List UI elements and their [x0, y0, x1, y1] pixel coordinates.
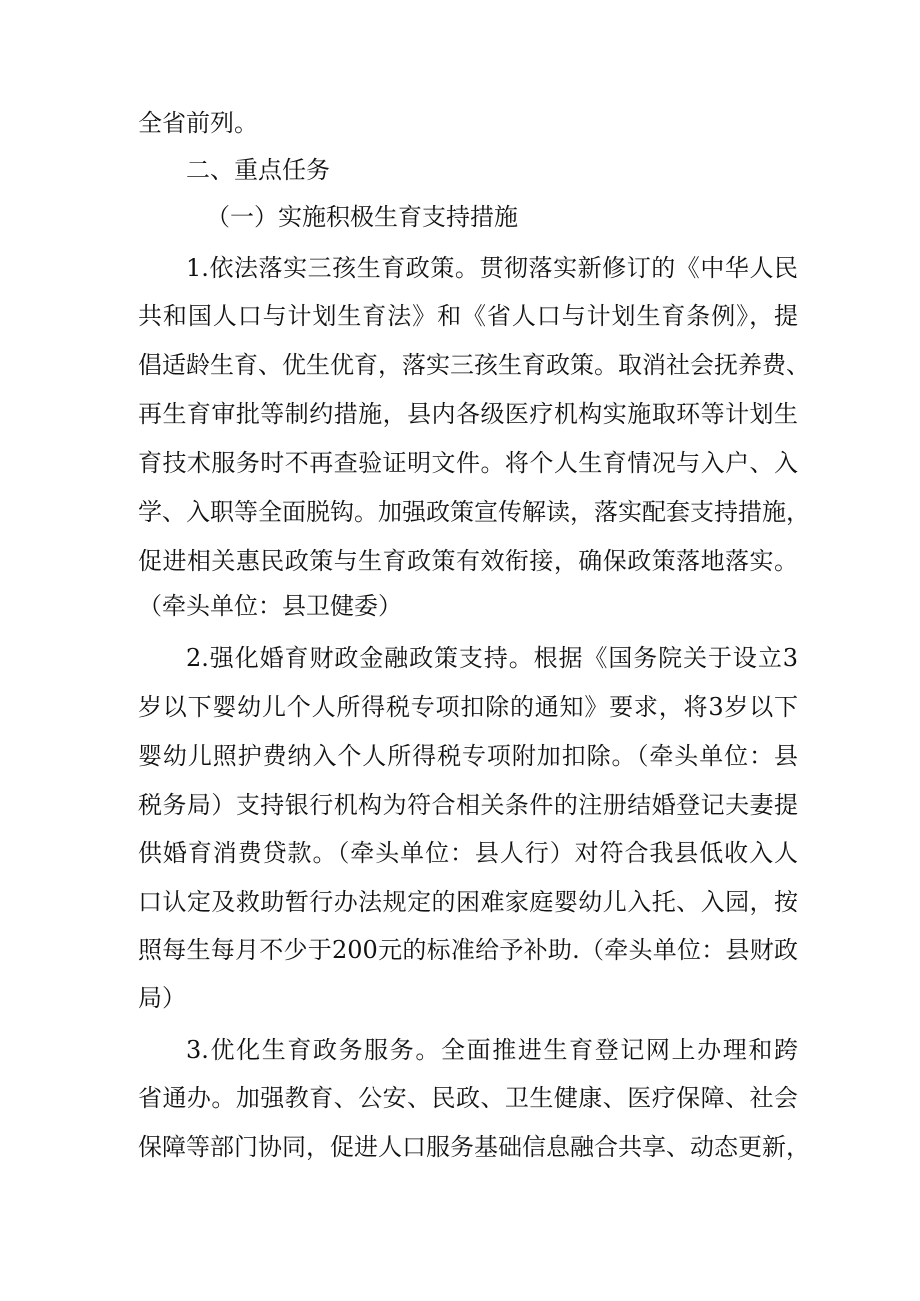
- text-line: 3.优化生育政务服务。全面推进生育登记网上办理和跨: [186, 1036, 798, 1064]
- text-line: 再生育审批等制约措施，县内各级医疗机构实施取环等计划生: [138, 400, 798, 428]
- text-line: 岁以下婴幼儿个人所得税专项扣除的通知》要求，将3岁以下: [138, 693, 798, 721]
- text-line: 育技术服务时不再查验证明文件。将个人生育情况与入户、入: [138, 449, 798, 477]
- text-line: 2.强化婚育财政金融政策支持。根据《国务院关于设立3: [186, 644, 798, 672]
- text-line: 口认定及救助暂行办法规定的困难家庭婴幼儿入托、入园，按: [138, 888, 798, 916]
- text-line: 婴幼儿照护费纳入个人所得税专项附加扣除。（牵头单位：县: [138, 742, 798, 770]
- text-line: 倡适龄生育、优生优育，落实三孩生育政策。取消社会抚养费、: [138, 351, 810, 379]
- text-line: 省通办。加强教育、公安、民政、卫生健康、医疗保障、社会: [138, 1084, 798, 1112]
- text-line: 全省前列。: [138, 109, 258, 137]
- subsection-heading: （一）实施积极生育支持措施: [206, 203, 518, 231]
- text-line: 保障等部门协同，促进人口服务基础信息融合共享、动态更新，: [138, 1133, 810, 1161]
- text-line: 学、入职等全面脱钩。加强政策宣传解读，落实配套支持措施，: [138, 498, 810, 526]
- text-line: 共和国人口与计划生育法》和《省人口与计划生育条例》，提: [138, 302, 798, 330]
- text-line: 税务局）支持银行机构为符合相关条件的注册结婚登记夫妻提: [138, 791, 798, 819]
- text-line: 局）: [138, 984, 186, 1012]
- section-heading: 二、重点任务: [186, 156, 330, 184]
- text-line: 照每生每月不少于200元的标准给予补助.（牵头单位：县财政: [138, 936, 798, 964]
- text-line: 1.依法落实三孩生育政策。贯彻落实新修订的《中华人民: [186, 254, 798, 282]
- text-line: 供婚育消费贷款。（牵头单位：县人行）对符合我县低收入人: [138, 839, 798, 867]
- lead-unit-note: （牵头单位：县卫健委）: [138, 592, 402, 620]
- text-line: 促进相关惠民政策与生育政策有效衔接，确保政策落地落实。: [138, 547, 798, 575]
